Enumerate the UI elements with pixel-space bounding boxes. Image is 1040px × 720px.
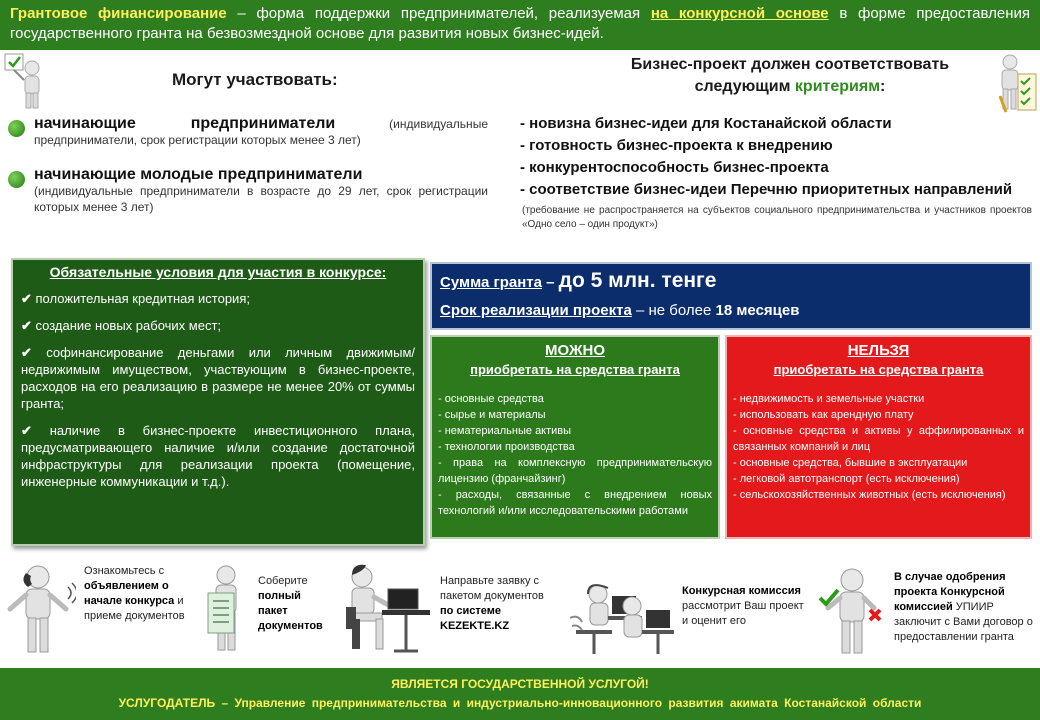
grant-sum-dash: – — [541, 274, 559, 291]
step-4-text: рассмотрит Ваш проект и оценит его — [682, 600, 804, 627]
allowed-item: - технологии производства — [438, 441, 575, 453]
person-computer-icon — [338, 563, 434, 657]
grant-term-label: Срок реализации проекта — [440, 302, 632, 319]
participant-item — [8, 116, 488, 148]
criteria-title-end: : — [880, 78, 886, 95]
commission-icon — [568, 570, 676, 658]
step-3-text: Направьте заявку с пакетом документов — [440, 575, 544, 602]
participants-title: Могут участвовать: — [172, 70, 338, 89]
step-5-bold: В случае одобрения проекта Конкурсной комиссией — [894, 571, 1006, 613]
participant-desc: (индивидуальные предприниматели в возрасте до 29 лет, срок регистрации которых менее 3 лет) — [34, 184, 488, 214]
allowed-box — [430, 335, 720, 539]
step-1-text: Ознакомьтесь с — [84, 565, 165, 577]
criteria-item: - конкурентоспособность бизнес-проекта — [520, 159, 829, 176]
intro-banner — [0, 0, 1040, 50]
criteria-item: - соответствие бизнес-идеи Перечню приоритетных направлений — [520, 181, 1013, 198]
criteria-note: (требование не распространяется на субъектов социального предпринимательства и участников проектов «Одно село – один продукт») — [522, 205, 1032, 230]
step-4-bold: Конкурсная комиссия — [682, 585, 801, 597]
grant-term — [440, 298, 1022, 324]
step-announcement — [84, 564, 192, 624]
checkmark-icon: ✔ — [21, 291, 36, 306]
green-bullet-icon — [8, 171, 25, 188]
approval-decision-icon — [816, 566, 884, 656]
grant-term-text: – не более — [631, 302, 716, 319]
participant-desc: (индивидуальные предприниматели, срок регистрации которых менее 3 лет) — [34, 117, 488, 147]
condition-item — [21, 290, 415, 307]
step-1-bold: объявлением о начале конкурса — [84, 580, 175, 607]
grant-term-value: 18 месяцев — [715, 302, 800, 319]
condition-item — [21, 344, 415, 412]
person-phone-icon — [4, 563, 76, 657]
intro-highlight: на конкурсной основе — [650, 5, 829, 22]
allowed-item: - расходы, связанные с внедрением новых технологий и/или исследовательскими работами — [438, 489, 712, 517]
person-document-icon — [204, 563, 252, 655]
forbidden-item: - основные средства и активы у аффилированных и связанных компаний и лиц — [733, 425, 1024, 453]
condition-item — [21, 317, 415, 334]
checkmark-icon: ✔ — [21, 318, 36, 333]
participant-title: начинающие предприниматели — [34, 115, 336, 132]
forbidden-item: - сельскохозяйственных животных (есть исключения) — [733, 489, 1006, 501]
grant-sum — [440, 266, 1022, 298]
grant-box — [430, 262, 1032, 330]
forbidden-list — [733, 391, 1024, 503]
step-commission — [682, 584, 804, 629]
person-checkmark-icon — [4, 52, 50, 110]
forbidden-box — [725, 335, 1032, 539]
step-submit — [440, 574, 558, 634]
intro-term: Грантовое финансирование — [10, 5, 227, 22]
allowed-title: МОЖНО — [544, 342, 606, 359]
intro-text-2: в форме предоставления государственного гранта на безвозмездной основе для развития новых бизнес-идей. — [10, 5, 1030, 42]
criteria-item: - готовность бизнес-проекта к внедрению — [520, 137, 833, 154]
forbidden-item: - использовать как арендную плату — [733, 409, 914, 421]
forbidden-item: - недвижимость и земельные участки — [733, 393, 925, 405]
step-2-text: Соберите — [258, 575, 308, 587]
step-5-text: УПИИР заключит с Вами договор о предоставлении гранта — [894, 601, 1033, 643]
checkmark-icon: ✔ — [21, 345, 47, 360]
criteria-list — [520, 113, 1020, 201]
allowed-item: - сырье и материалы — [438, 409, 546, 421]
condition-item — [21, 422, 415, 490]
conditions-title: Обязательные условия для участия в конкурсе: — [49, 264, 387, 280]
step-contract — [894, 570, 1036, 645]
participant-item — [8, 167, 488, 215]
condition-text: наличие в бизнес-проекте инвестиционного плана, предусматривающего наличие и/или создание достаточной инфраструктуры для реализации проекта (помещение, инженерные коммуникации и т.д.). — [21, 423, 415, 489]
step-1-text-2: и приеме документов — [84, 595, 185, 622]
allowed-item: - нематериальные активы — [438, 425, 572, 437]
forbidden-subtitle: приобретать на средства гранта — [773, 362, 984, 377]
step-documents — [258, 574, 330, 634]
grant-sum-value: до 5 млн. тенге — [558, 269, 717, 292]
forbidden-item: - основные средства, бывшие в эксплуатации — [733, 457, 968, 469]
allowed-list — [438, 391, 712, 519]
criteria-title-green: критериям — [794, 78, 881, 95]
footer-banner — [0, 668, 1040, 720]
allowed-item: - права на комплексную предпринимательскую лицензию (франчайзинг) — [438, 457, 712, 485]
criteria-title-line1: Бизнес-проект должен соответствовать — [630, 56, 950, 73]
checkmark-icon: ✔ — [21, 423, 50, 438]
green-bullet-icon — [8, 120, 25, 137]
criteria-title-line2: следующим — [694, 78, 795, 95]
conditions-box — [11, 258, 425, 546]
condition-text: положительная кредитная история; — [35, 291, 250, 306]
person-checklist-icon — [994, 52, 1038, 114]
forbidden-title: НЕЛЬЗЯ — [847, 342, 910, 359]
step-3-bold: по системе KEZEKTE.KZ — [440, 605, 510, 632]
footer-line-1: ЯВЛЯЕТСЯ ГОСУДАРСТВЕННОЙ УСЛУГОЙ! — [391, 677, 649, 691]
intro-text-1: – форма поддержки предпринимателей, реализуемая — [226, 5, 651, 22]
allowed-subtitle: приобретать на средства гранта — [470, 362, 680, 377]
condition-text: создание новых рабочих мест; — [35, 318, 222, 333]
forbidden-item: - легковой автотранспорт (есть исключения) — [733, 473, 960, 485]
criteria-title — [560, 54, 1020, 98]
criteria-item: - новизна бизнес-идеи для Костанайской области — [520, 115, 892, 132]
grant-sum-label: Сумма гранта — [440, 274, 542, 291]
participant-title: начинающие молодые предприниматели — [34, 166, 363, 183]
allowed-item: - основные средства — [438, 393, 544, 405]
condition-text: софинансирование деньгами или личным движимым/недвижимым имуществом, участвующим в бизнес-проекте, расходов на его реализацию в размере не менее 20% от суммы гранта; — [21, 345, 415, 411]
step-2-bold: полный пакет документов — [258, 590, 323, 632]
footer-line-2: УСЛУГОДАТЕЛЬ – Управление предпринимательства и индустриально-инновационного развития акимата Костанайской области — [118, 696, 922, 710]
